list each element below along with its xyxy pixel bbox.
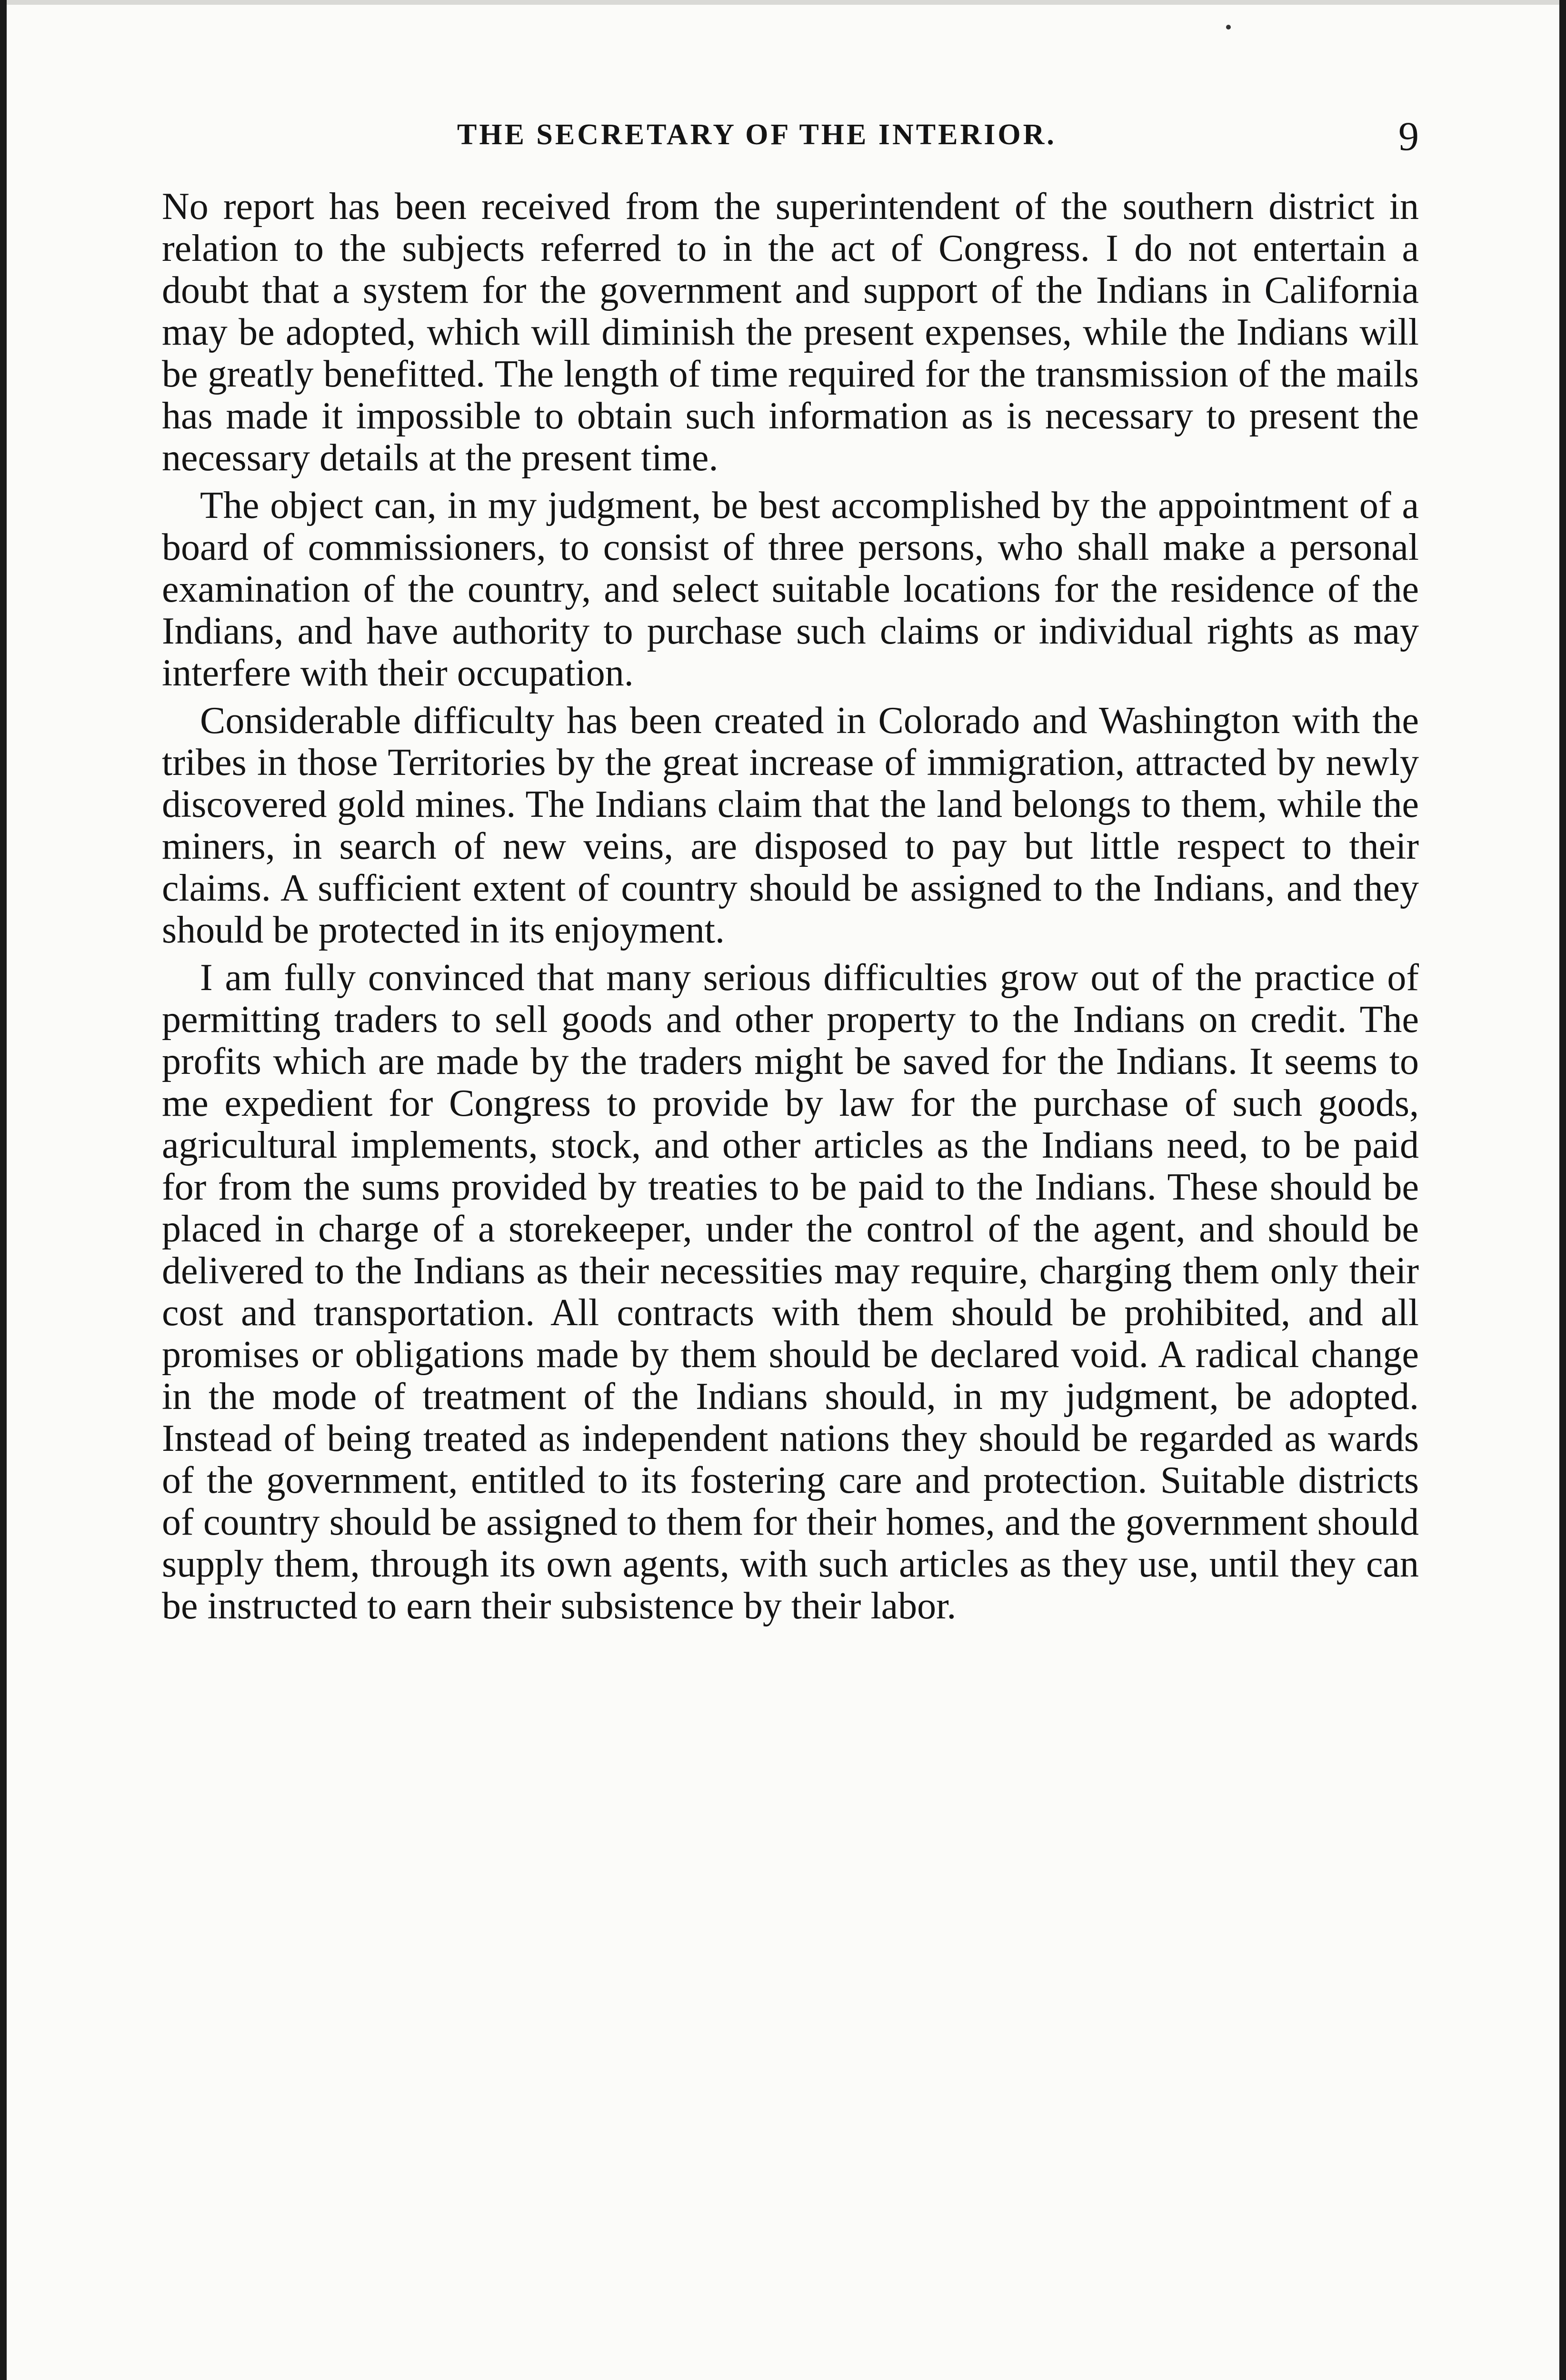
scan-right-edge [1559,0,1566,2380]
paragraph-2: The object can, in my judgment, be best accomplished by the appointment of a board of commissioners, to consist of three persons, who shall make a personal examination of the country, and select suitable locations for the residence of the Indians, and have authority to purchase such claims or individual rights as may interfere with their occupation. [162,485,1419,694]
body-text [162,186,1419,1633]
scan-speck [1226,25,1231,30]
page-header [162,113,1419,161]
paragraph-1: No report has been received from the superintendent of the southern district in relation to the subjects referred to in the act of Congress. I do not entertain a doubt that a system for the government and support of the Indians in California may be adopted, which will diminish the present expenses, while the Indians will be greatly benefitted. The length of time required for the transmission of the mails has made it impossible to obtain such information as is necessary to present the necessary details at the present time. [162,186,1419,479]
paragraph-3: Considerable difficulty has been created in Colorado and Washington with the tribes in those Territories by the great increase of immigration, attracted by newly discovered gold mines. The Indians claim that the land belongs to them, while the miners, in search of new veins, are disposed to pay but little respect to their claims. A sufficient extent of country should be assigned to the Indians, and they should be protected in its enjoyment. [162,700,1419,951]
scan-top-edge [0,0,1566,5]
scan-left-edge [0,0,7,2380]
running-head: THE SECRETARY OF THE INTERIOR. [457,119,1057,151]
page-number: 9 [1398,113,1419,159]
paragraph-4: I am fully convinced that many serious difficulties grow out of the practice of permitting traders to sell goods and other property to the Indians on credit. The profits which are made by the traders might be saved for the Indians. It seems to me expedient for Congress to provide by law for the purchase of such goods, agricultural implements, stock, and other articles as the Indians need, to be paid for from the sums provided by treaties to be paid to the Indians. These should be placed in charge of a storekeeper, under the control of the agent, and should be delivered to the Indians as their necessities may require, charging them only their cost and transportation. All contracts with them should be prohibited, and all promises or obligations made by them should be declared void. A radical change in the mode of treatment of the Indians should, in my judgment, be adopted. Instead of being treated as independent nations they should be regarded as wards of the government, entitled to its fostering care and protection. Suitable districts of country should be assigned to them for their homes, and the government should supply them, through its own agents, with such articles as they use, until they can be instructed to earn their subsistence by their labor. [162,957,1419,1627]
